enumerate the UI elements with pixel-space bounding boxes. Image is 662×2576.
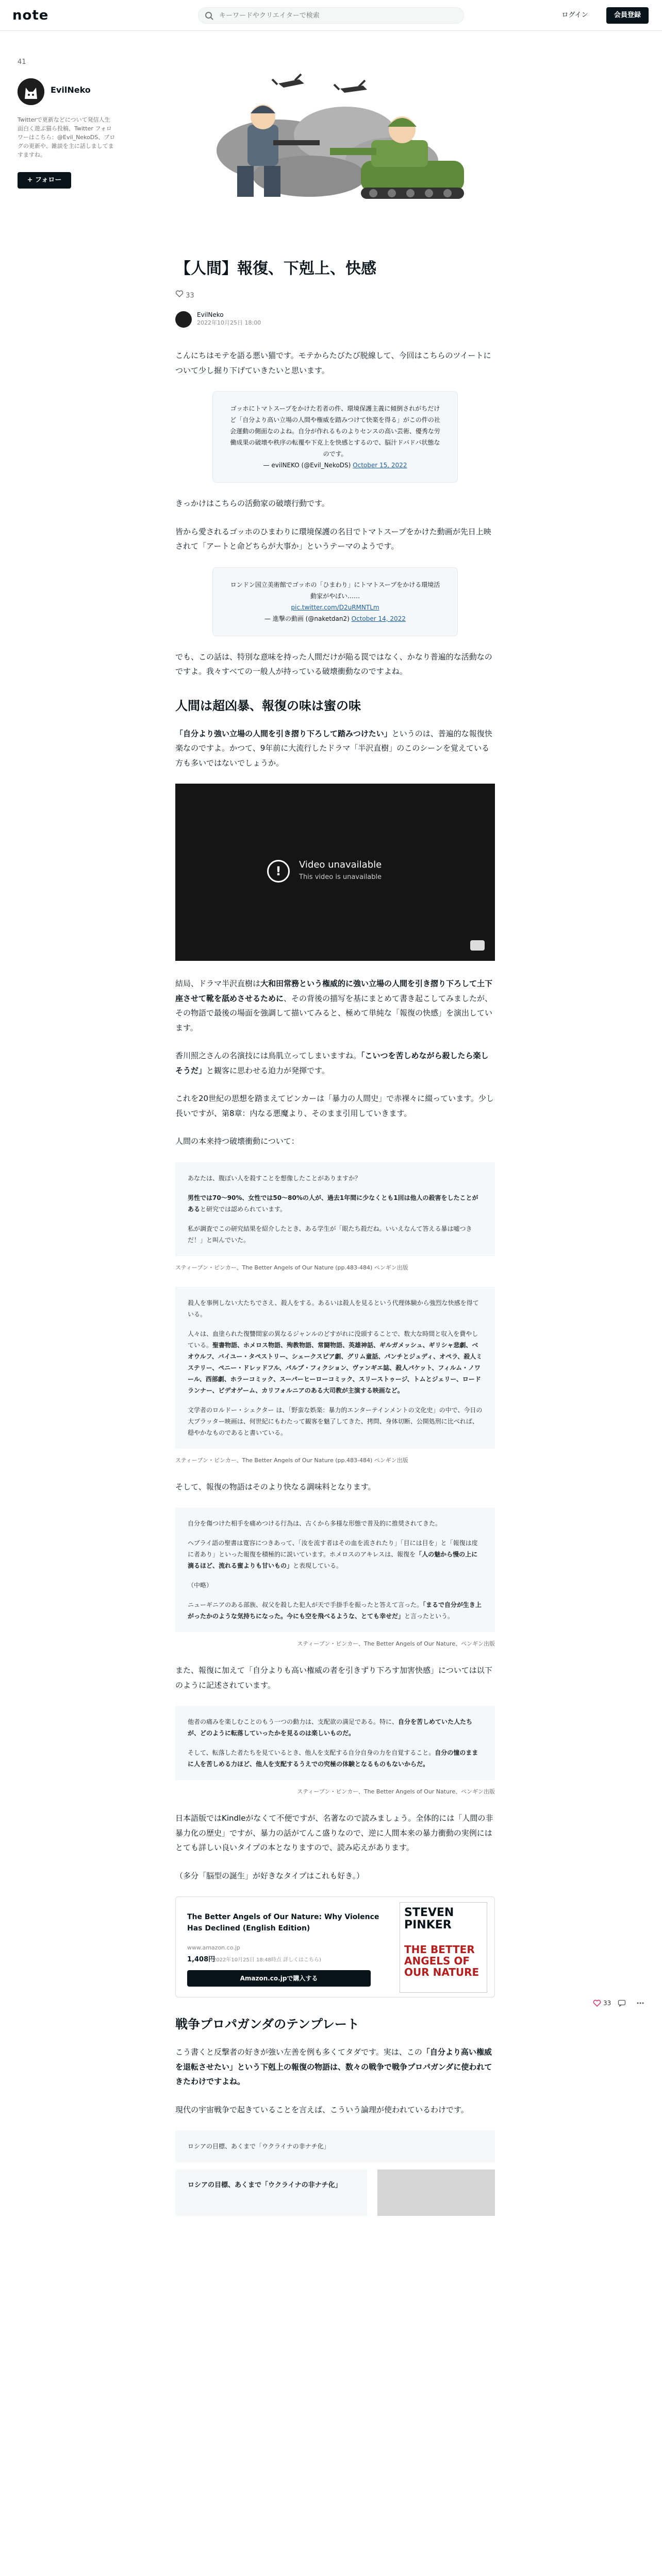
quote-text: ロシアの目標、あくまで「ウクライナの非ナチ化」 xyxy=(188,2143,330,2150)
blockquote xyxy=(175,1162,495,1256)
bold-text: 自分の憧のままに人を苦しめる力ほど、他人を支配するうえでの究極の体験となるものもないからだ。 xyxy=(188,1749,478,1768)
like-counter[interactable] xyxy=(175,290,194,301)
bold-text: 大和田常務という権威的に強い立場の人間を引き摺り下ろして土下座させて靴を舐めさせるために xyxy=(175,979,493,1003)
tweet-pic-link[interactable]: pic.twitter.com/D2uRMNTLm xyxy=(291,603,379,611)
text: というのは、普遍的な報復快楽なのですよ。かつて、9年前に大流行したドラマ「半沢直樹」のこのシーンを覚えている方も多いではないでしょうか。 xyxy=(175,728,492,768)
search-bar[interactable] xyxy=(198,7,464,24)
hero-illustration xyxy=(175,47,495,229)
text: こう書くと反撃者の好きが強い左善を例も多くてタダです。実は、この xyxy=(175,2047,422,2057)
text: と観客に思わせる迫力が発揮です。 xyxy=(206,1065,329,1075)
author-bio: Twitterで更新などについて発信人生面白く遊ぶ猫ら投稿、Twitter フォロワーはこちら：@Evil_NekoDS、ブログの更新や、雑談を主に話しましてますますね。 xyxy=(18,116,115,158)
author-name[interactable]: EvilNeko xyxy=(51,85,91,95)
paragraph xyxy=(175,2045,495,2089)
article-body xyxy=(175,348,495,2216)
quote-text xyxy=(188,1747,483,1770)
float-like-count: 33 xyxy=(603,1999,611,2007)
text: そして、転落した者たちを見ているとき、他人を支配する自分自身の力を自覚すること。 xyxy=(188,1749,435,1756)
citation: スティーブン・ピンカー、The Better Angels of Our Nature (pp.483-484) ペンギン出版 xyxy=(175,1264,408,1271)
quote-text xyxy=(188,1716,483,1739)
author-sidebar xyxy=(18,58,121,184)
bold-text: 男性では70〜90%、女性では50〜80%の人が、過去1年間に少なくとも1回は他人の殺害をしたことがある xyxy=(188,1194,478,1213)
buy-on-amazon-button[interactable]: Amazon.co.jpで購入する xyxy=(187,1970,371,1987)
site-header xyxy=(0,0,662,31)
citation: スティーブン・ピンカー、The Better Angels of Our Nature、ペンギン出版 xyxy=(297,1640,495,1647)
avatar[interactable] xyxy=(18,78,44,105)
bold-text: ロシアの目標、あくまで「ウクライナの非ナチ化」 xyxy=(188,2181,342,2189)
card-price: 1,408円 xyxy=(187,1956,216,1963)
quote-text xyxy=(188,1599,483,1622)
like-count: 33 xyxy=(186,292,194,300)
search-input[interactable] xyxy=(219,8,456,23)
paragraph: （多分「脳型の誕生」が好きなタイプはこれも好き。） xyxy=(175,1871,365,1880)
bold-text: 「自分より高い権威を退転させたい」という下剋上の報復の物語は、数々の戦争で戦争プロパガンダに使われてきたわけですよね。 xyxy=(175,2047,492,2086)
tweet-date-link[interactable]: October 14, 2022 xyxy=(351,615,406,622)
paragraph xyxy=(175,726,495,771)
signup-button[interactable]: 会員登録 xyxy=(606,7,649,24)
section-heading: 戦争プロパガンダのテンプレート xyxy=(175,2017,359,2031)
blockquote xyxy=(175,1706,495,1780)
section-heading: 人間は超凶暴、報復の味は蜜の味 xyxy=(175,698,361,713)
follower-count: 41 xyxy=(18,58,26,66)
paragraph: また、報復に加えて「自分よりも高い権威の者を引きずり下ろす加害快感」については以下のように記述されています。 xyxy=(175,1666,492,1690)
search-icon xyxy=(205,11,214,21)
quote-text: （中略） xyxy=(188,1582,213,1589)
paragraph: でも、この話は、特別な意味を持った人間だけが陥る罠ではなく、かなり普遍的な活動なのですよ。我々すべての一般人が持っている破壊衝動なのですよね。 xyxy=(175,652,492,676)
embedded-tweet[interactable] xyxy=(212,391,458,483)
amazon-link-card[interactable] xyxy=(175,1896,495,1997)
card-domain: www.amazon.co.jp xyxy=(187,1944,240,1951)
quote-text: 文学者のロルドー・シェクター は、「野蛮な娯楽：暴力的エンターテインメントの文化史」の中で、今日の大プラッター映画は、何世紀にもわたって観客を魅了してきた、拷問、身体切断、公開処刑に比べれば、穏やかなものであると書いている。 xyxy=(188,1406,483,1436)
tweet-text: ゴッホにトマトスープをかけた若者の件、環境保護主義に傾倒されがちだけど「自分より高い立場の人間や権威を踏みつけて快楽を得る」がこの件の社会運動の側面なのよね。自分が作れるものよりセンスの高い芸術、優秀な労働成果の破壊や秩序の転覆や下克上を快感とするので、脳汁ドバドバ状態なのです。 xyxy=(230,405,440,457)
floating-actions xyxy=(593,1997,655,2009)
tweet-sign: — 進撃の動画 (@naketdan2) xyxy=(264,615,350,622)
text: と言ったという。 xyxy=(404,1613,454,1620)
quote-text: 殺人を事例しない大たちでさえ、殺人をする。あるいは殺人を見るという代理体験から強烈な快感を得ている。 xyxy=(188,1299,479,1318)
text: ニューギニアのある部族、叔父を殺した犯人が天で手掛手を振ったと答えて言った。 xyxy=(188,1601,423,1608)
card-price-date: (2022年10月25日 18:48時点 詳しくはこちら) xyxy=(211,1957,321,1963)
paragraph: 皆から愛されるゴッホのひまわりに環境保護の名目でトマトスープをかけた動画が先日上映されて「アートと命どちらが大事か」というテーマのようです。 xyxy=(175,527,491,551)
citation: スティーブン・ピンカー、The Better Angels of Our Nature、ペンギン出版 xyxy=(297,1788,495,1795)
bold-text: 「人の魅から慢の上に滴るほど、流れる蜜よりも甘いもの」 xyxy=(188,1551,478,1569)
tweet-sign: — evilNEKO (@Evil_NekoDS) xyxy=(263,462,351,469)
error-icon: ! xyxy=(267,860,290,883)
note-logo[interactable]: note xyxy=(12,8,49,23)
youtube-icon[interactable] xyxy=(470,940,485,951)
login-button[interactable]: ログイン xyxy=(561,11,588,19)
bold-text: 聖書物語、ホメロス物語、殉教物語、常闘物語、英雄神話、ギルガメッシュ、ギリシャ悲劇、ベオウルフ、バイユー・タペストリー、シェークスピア劇、グリム童話、パンチとジュディ、オペラ、殺人ミステリー、ペニー・ドレッドフル、パルプ・フィクション、ヴァンギエ誌、殺人パケット、フィルム・ノワール、西部劇、ホラーコミック、スーパーヒーローコミック、スリーストゥージ、トムとジェリー、ロードランナー、ビデオゲーム、カリフォルニアのある大司教が主演する映画など。 xyxy=(188,1341,483,1394)
blockquote xyxy=(175,2130,495,2162)
card-title[interactable]: The Better Angels of Our Nature: Why Violence Has Declined (English Edition) xyxy=(187,1913,379,1933)
comment-icon[interactable] xyxy=(618,1999,626,2007)
tweet-text: ロンドン国立美術館でゴッホの「ひまわり」にトマトスープをかける環境活動家がやばい…… xyxy=(230,581,440,600)
quote-text xyxy=(188,1192,483,1215)
paragraph: 日本語版ではKindleがなくて不便ですが、名著なので読みましょう。全体的には「人間の非暴力化の歴史」ですが、暴力の話がてんこ盛りなので、逆に人間本来の暴力衝動の実例にはとても詳しい良いタイプの本となりますので、読み応えがあります。 xyxy=(175,1814,493,1852)
paragraph xyxy=(175,976,495,1035)
bold-text: 「自分より強い立場の人間を引き摺り下ろして踏みつけたい」 xyxy=(175,728,392,738)
bold-text: 「まるで自分が生き上がったかのような気持ちになった。今にも空を飛べるような、とても幸せだ」 xyxy=(188,1601,482,1620)
text: 結局、ドラマ半沢直樹は xyxy=(175,979,261,988)
text: 他者の痛みを楽しむことのもう一つの動力は、支配欲の満足である。特に、 xyxy=(188,1718,399,1725)
blockquote xyxy=(175,1287,495,1449)
text: 人々は、血塗られた復讐間家の異なるジャンルのどすがれに没頭することで、数大な時間と収入を費やしている。 xyxy=(188,1330,478,1349)
paragraph: 人間の本来持つ破壊衝動について： xyxy=(175,1137,299,1146)
heart-icon[interactable] xyxy=(175,290,184,298)
text: 香川照之さんの名演技には鳥肌立ってしまいますね。 xyxy=(175,1051,361,1060)
text: 、その背後の描写を基にまとめて書き起こしてみましたが、その物語で最後の場面を強調して描いてみると、極めて単純な「報復の快感」を演出しています。 xyxy=(175,993,493,1032)
cover-title: THE BETTER ANGELS OF OUR NATURE xyxy=(404,1943,479,1978)
book-cover[interactable] xyxy=(400,1902,487,1993)
paragraph: そして、報復の物語はそのより快なる調味料となります。 xyxy=(175,1482,376,1492)
paragraph: こんにちはモテを語る悪い猫です。モテからたびたび脱線して、今回はこちらのツイートについて少し掘り下げていきたいと思います。 xyxy=(175,351,491,375)
article-title: 【人間】報復、下剋上、快感 xyxy=(175,260,376,278)
tweet-date-link[interactable]: October 15, 2022 xyxy=(353,462,407,469)
author-avatar[interactable] xyxy=(175,311,192,328)
more-icon[interactable] xyxy=(636,1999,644,2007)
cover-author: STEVEN PINKER xyxy=(404,1906,454,1931)
youtube-embed[interactable] xyxy=(175,784,495,961)
citation: スティーブン・ピンカー、The Better Angels of Our Nature (pp.483-484) ペンギン出版 xyxy=(175,1456,408,1464)
text: と研究では認められています。 xyxy=(200,1205,287,1213)
paragraph: これを20世紀の思想を踏まえてピンカーは「暴力の人間史」で赤裸々に綴っています。少し長いですが、第8章：内なる悪魔より、そのまま引用していきます。 xyxy=(175,1094,494,1118)
paragraph: 現代の宇宙戦争で起きていることを言えば、こういう論理が使われているわけです。 xyxy=(175,2105,469,2114)
heart-icon[interactable] xyxy=(593,1999,601,2007)
video-subtitle: This video is unavailable xyxy=(299,873,382,881)
text: ヘブライ語の聖書は寛容につきあって、「汝を流す者はその血を流されたり」「目には目を」と「報復は度に者あり」といった報復を積極的に説いています。ホメロスのアキレスは、報復を xyxy=(188,1539,478,1558)
quote-text: あなたは、腹ぼい人を殺すことを想像したことがありますか？ xyxy=(188,1174,361,1182)
video-title: Video unavailable xyxy=(299,859,382,870)
follow-button[interactable]: + フォロー xyxy=(18,172,71,189)
quote-text xyxy=(188,1328,483,1396)
news-thumbnail[interactable] xyxy=(377,2170,495,2216)
bold-text: 「こいつを苦しめながら殺したら楽しそうだ」 xyxy=(175,1051,489,1075)
cat-avatar-icon xyxy=(18,78,44,105)
quote-text: 私が調査でこの研究結果を紹介したとき、ある学生が「眼たち殺だね。いいえなんて答える暴は嘘つきだ！」と叫んでいた。 xyxy=(188,1225,472,1244)
paragraph: きっかけはこちらの活動家の破壊行動です。 xyxy=(175,499,329,508)
text: と表現している。 xyxy=(293,1562,343,1569)
paragraph xyxy=(175,1048,495,1078)
quote-text xyxy=(188,1537,483,1571)
bold-text: 自分を苦しめていた人たちが、どのように転落していったかを見るのは楽しいものだ。 xyxy=(188,1718,473,1737)
embedded-tweet[interactable] xyxy=(212,567,458,636)
publish-date: 2022年10月25日 18:00 xyxy=(197,319,261,326)
news-embed[interactable] xyxy=(175,2170,495,2216)
author-row-name[interactable]: EvilNeko xyxy=(197,311,224,318)
blockquote xyxy=(175,1507,495,1632)
quote-text: 自分を傷つけた相手を痛めつける行為は、古くから多様な形態で普及的に推奨されてきた。 xyxy=(188,1520,442,1527)
news-embed-text xyxy=(175,2170,367,2216)
